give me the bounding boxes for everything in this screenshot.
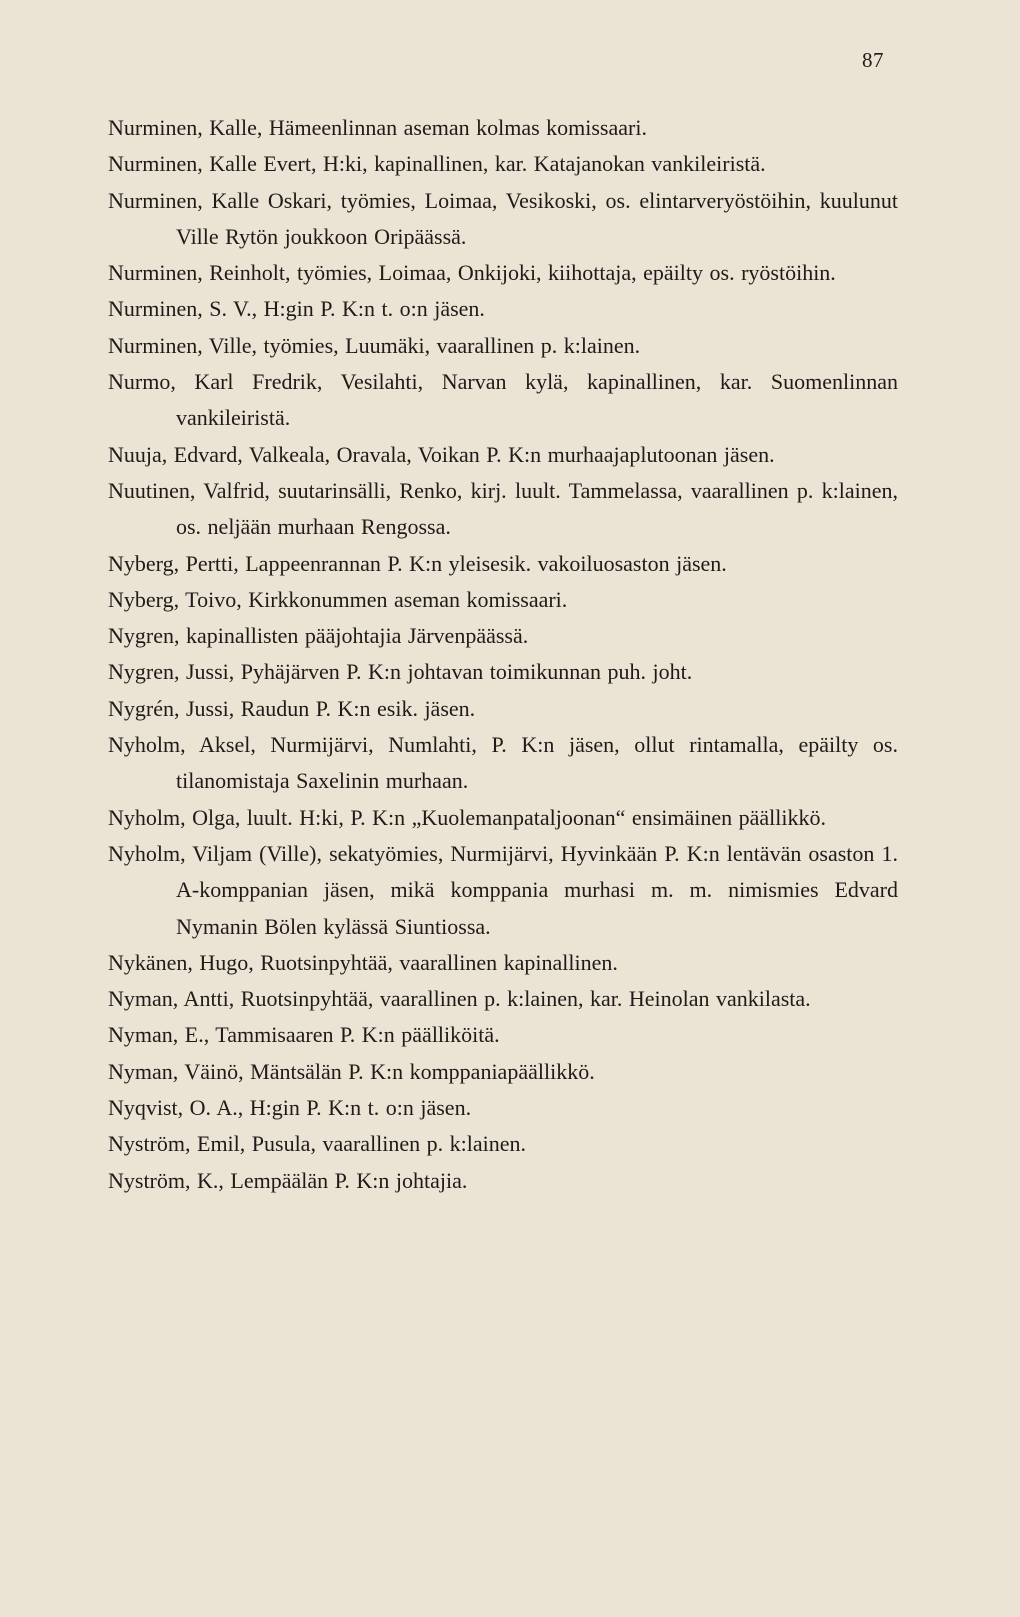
- entry-nyman-vaino: Nyman, Väinö, Mäntsälän P. K:n komppaniapäällikkö.: [108, 1058, 595, 1084]
- entry-nygren-jussi-raudun: Nygrén, Jussi, Raudun P. K:n esik. jäsen.: [108, 695, 476, 721]
- entry-nygren: Nygren, kapinallisten pääjohtajia Järvenpäässä.: [108, 623, 529, 649]
- entry-nurminen-s-v: Nurminen, S. V., H:gin P. K:n t. o:n jäsen.: [108, 296, 485, 322]
- entry-nurminen-kalle: Nurminen, Kalle, Hämeenlinnan aseman kolmas komissaari.: [108, 115, 647, 140]
- entry-nystrom-k: Nyström, K., Lempäälän P. K:n johtajia.: [108, 1167, 468, 1193]
- entry-nyberg-toivo: Nyberg, Toivo, Kirkkonummen aseman komissaari.: [108, 586, 568, 612]
- entry-nurminen-ville: Nurminen, Ville, työmies, Luumäki, vaarallinen p. k:lainen.: [108, 332, 641, 358]
- register-entries: [108, 110, 898, 1199]
- entry-nurmo-karl-fredrik: Nurmo, Karl Fredrik, Vesilahti, Narvan kylä, kapinallinen, kar. Suomenlinnan vankileiristä.: [108, 369, 898, 431]
- page-number: 87: [862, 48, 884, 72]
- entry-nystrom-emil: Nyström, Emil, Pusula, vaarallinen p. k:lainen.: [108, 1131, 527, 1157]
- entry-nykanen-hugo: Nykänen, Hugo, Ruotsinpyhtää, vaarallinen kapinallinen.: [108, 949, 618, 975]
- entry-nurminen-kalle-oskari: Nurminen, Kalle Oskari, työmies, Loimaa, Vesikoski, os. elintarveryöstöihin, kuulunut Ville Rytön joukkoon Oripäässä.: [108, 187, 898, 249]
- entry-nurminen-reinholt: Nurminen, Reinholt, työmies, Loimaa, Onkijoki, kiihottaja, epäilty os. ryöstöihin.: [108, 260, 836, 286]
- entry-nyqvist-o-a: Nyqvist, O. A., H:gin P. K:n t. o:n jäsen.: [108, 1095, 472, 1121]
- entry-nyberg-pertti: Nyberg, Pertti, Lappeenrannan P. K:n yleisesik. vakoiluosaston jäsen.: [108, 550, 727, 576]
- entry-nyholm-olga: Nyholm, Olga, luult. H:ki, P. K:n „Kuolemanpataljoonan“ ensimäinen päällikkö.: [108, 804, 826, 830]
- entry-nyman-e: Nyman, E., Tammisaaren P. K:n päälliköitä.: [108, 1022, 500, 1048]
- entry-nuutinen-valfrid: Nuutinen, Valfrid, suutarinsälli, Renko, kirj. luult. Tammelassa, vaarallinen p. k:lainen, os. neljään murhaan Rengossa.: [108, 477, 898, 540]
- entry-nyman-antti: Nyman, Antti, Ruotsinpyhtää, vaarallinen p. k:lainen, kar. Heinolan vankilasta.: [108, 986, 811, 1012]
- entry-nyholm-viljam: Nyholm, Viljam (Ville), sekatyömies, Nurmijärvi, Hyvinkään P. K:n lentävän osaston 1. A-komppanian jäsen, mikä komppania murhasi m. m. nimismies Edvard Nymanin Bölen kylässä Siuntiossa.: [108, 840, 898, 939]
- entry-nygren-jussi-pyhajarvi: Nygren, Jussi, Pyhäjärven P. K:n johtavan toimikunnan puh. joht.: [108, 659, 693, 685]
- entry-nuuja-edvard: Nuuja, Edvard, Valkeala, Oravala, Voikan P. K:n murhaajaplutoonan jäsen.: [108, 441, 775, 467]
- entry-nurminen-kalle-evert: Nurminen, Kalle Evert, H:ki, kapinallinen, kar. Katajanokan vankileiristä.: [108, 151, 766, 177]
- entry-nyholm-aksel: Nyholm, Aksel, Nurmijärvi, Numlahti, P. K:n jäsen, ollut rintamalla, epäilty os. tilanomistaja Saxelinin murhaan.: [108, 732, 898, 794]
